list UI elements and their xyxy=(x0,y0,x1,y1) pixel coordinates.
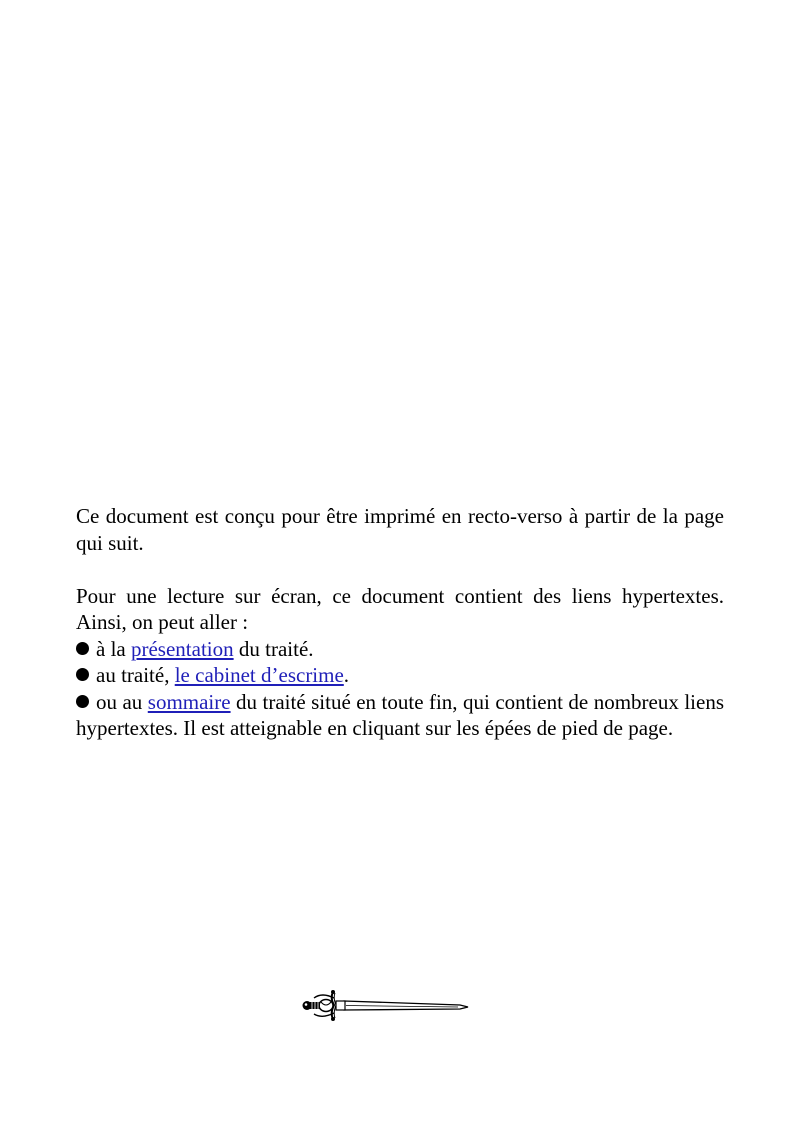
bullet-item-presentation xyxy=(76,636,724,663)
bullet-suffix: du traité. xyxy=(233,636,314,661)
bullet-item-sommaire xyxy=(76,689,724,742)
sommaire-link[interactable]: sommaire xyxy=(147,689,231,714)
document-body xyxy=(76,503,724,742)
bullet-prefix: ou au xyxy=(96,689,148,714)
sword-icon[interactable] xyxy=(300,988,470,1022)
presentation-link[interactable]: présentation xyxy=(130,636,234,661)
bullet-prefix: à la xyxy=(96,636,131,661)
reading-intro: Pour une lecture sur écran, ce document contient des liens hypertextes. Ainsi, on peut aller : xyxy=(76,583,724,634)
cabinet-escrime-link[interactable]: le cabinet d’escrime xyxy=(174,663,344,687)
bullet-item-cabinet xyxy=(76,662,724,689)
print-notice: Ce document est conçu pour être imprimé en recto-verso à partir de la page qui suit. xyxy=(76,504,724,555)
bullet-prefix: au traité, xyxy=(96,663,175,687)
bullet-suffix: du traité situé en toute fin, qui contient de nombreux liens hypertextes. Il est atteignable en cliquant sur les épées de pied de page. xyxy=(76,689,724,740)
paragraph-gap xyxy=(76,556,724,583)
bullet-icon xyxy=(76,668,89,681)
bullet-icon xyxy=(76,642,89,655)
bullet-icon xyxy=(76,695,89,708)
bullet-suffix: . xyxy=(343,663,350,687)
